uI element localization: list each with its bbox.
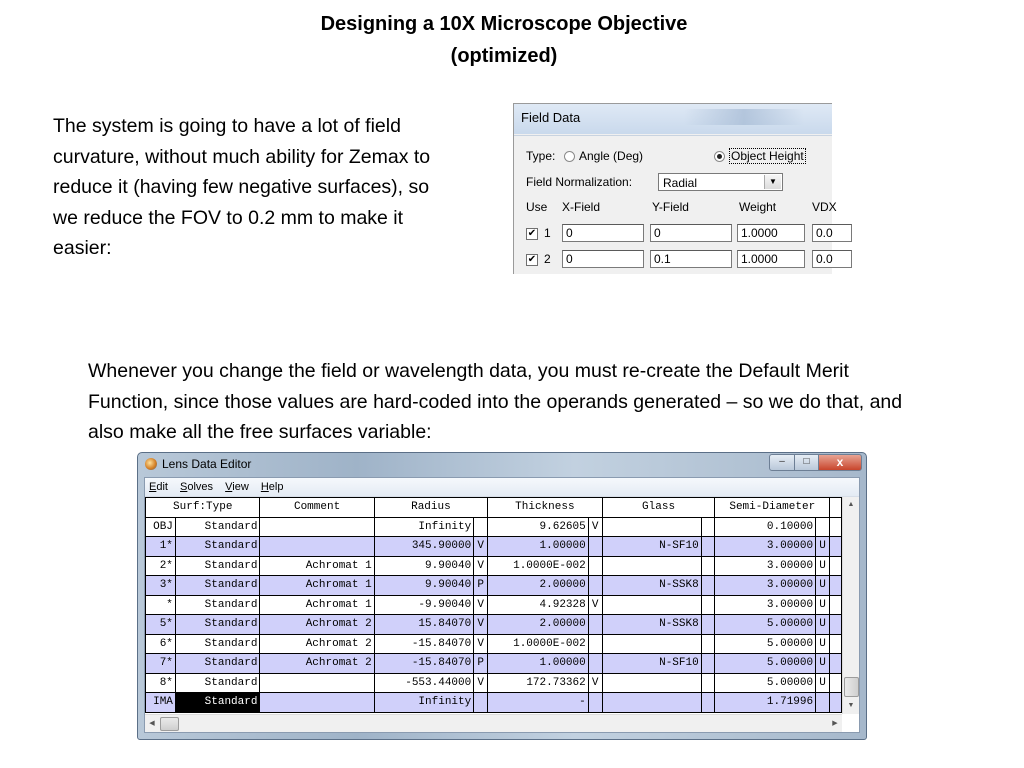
surface-type-cell[interactable]: Standard	[175, 595, 260, 615]
semi-diameter-solve-flag[interactable]: U	[816, 595, 830, 615]
surface-number[interactable]: 1*	[146, 537, 176, 557]
table-row[interactable]	[146, 537, 842, 557]
thickness-cell[interactable]: 4.92328	[488, 595, 589, 615]
glass-solve-flag[interactable]	[701, 595, 715, 615]
radius-solve-flag[interactable]: P	[474, 576, 488, 596]
semi-diameter-solve-flag[interactable]: U	[816, 654, 830, 674]
radio-object-height-icon	[714, 151, 725, 162]
field-1-y-input[interactable]: 0	[650, 224, 732, 242]
vertical-scrollbar[interactable]	[842, 497, 859, 714]
radius-solve-flag[interactable]	[474, 693, 488, 713]
row-extra-cell	[830, 537, 842, 557]
thickness-cell[interactable]: -	[488, 693, 589, 713]
scroll-right-icon[interactable]: ▶	[832, 720, 838, 727]
row-extra-cell	[830, 576, 842, 596]
semi-diameter-solve-flag[interactable]: U	[816, 615, 830, 635]
semi-diameter-solve-flag[interactable]	[816, 693, 830, 713]
semi-diameter-solve-flag[interactable]: U	[816, 634, 830, 654]
field-data-body	[514, 135, 837, 274]
field-normalization-label: Field Normalization:	[526, 175, 633, 189]
field-1-use-checkbox[interactable]: ✔	[527, 227, 537, 239]
radio-object-height[interactable]	[714, 146, 806, 166]
vertical-scroll-thumb[interactable]	[844, 677, 859, 697]
close-icon: x	[836, 455, 844, 469]
radius-cell[interactable]: 9.90040	[374, 556, 474, 576]
radio-angle-icon	[564, 151, 575, 162]
glass-solve-flag[interactable]	[701, 693, 715, 713]
radius-cell[interactable]: -15.84070	[374, 634, 474, 654]
semi-diameter-cell[interactable]: 5.00000	[715, 654, 816, 674]
radius-cell[interactable]: 15.84070	[374, 615, 474, 635]
radius-solve-flag[interactable]	[474, 517, 488, 537]
surface-type-cell[interactable]: Standard	[175, 673, 260, 693]
glass-cell[interactable]: N-SF10	[602, 654, 701, 674]
scroll-up-icon[interactable]: ▲	[847, 501, 855, 508]
menu-solves[interactable]	[180, 481, 213, 493]
semi-diameter-cell[interactable]: 5.00000	[715, 615, 816, 635]
col-x-field: X-Field	[562, 200, 601, 214]
lens-data-editor-titlebar[interactable]	[138, 453, 866, 475]
comment-cell[interactable]: Achromat 2	[260, 654, 374, 674]
col-header-surf-type[interactable]: Surf:Type	[146, 498, 260, 518]
menu-help-rest: elp	[268, 481, 284, 493]
glass-cell[interactable]	[602, 673, 701, 693]
menu-view[interactable]	[225, 481, 249, 493]
menu-help-accel: H	[260, 481, 269, 493]
glass-cell[interactable]	[602, 693, 701, 713]
col-header-semi-diameter[interactable]: Semi-Diameter	[715, 498, 830, 518]
glass-solve-flag[interactable]	[701, 537, 715, 557]
thickness-solve-flag[interactable]: V	[588, 517, 602, 537]
field-row	[526, 223, 832, 243]
semi-diameter-solve-flag[interactable]	[816, 517, 830, 537]
glass-cell[interactable]: N-SSK8	[602, 576, 701, 596]
surface-number[interactable]: 8*	[146, 673, 176, 693]
glass-cell[interactable]	[602, 634, 701, 654]
maximize-button[interactable]	[794, 454, 819, 471]
semi-diameter-cell[interactable]: 3.00000	[715, 537, 816, 557]
field-data-titlebar	[514, 104, 832, 134]
glass-cell[interactable]: N-SSK8	[602, 615, 701, 635]
radius-cell[interactable]: -553.44000	[374, 673, 474, 693]
thickness-solve-flag[interactable]	[588, 556, 602, 576]
glass-solve-flag[interactable]	[701, 673, 715, 693]
minimize-icon: –	[779, 456, 785, 467]
surface-number[interactable]: 3*	[146, 576, 176, 596]
semi-diameter-cell[interactable]: 3.00000	[715, 595, 816, 615]
slide-title-line2: (optimized)	[450, 45, 558, 67]
field-columns-header	[526, 197, 837, 217]
semi-diameter-cell[interactable]: 1.71996	[715, 693, 816, 713]
col-weight: Weight	[739, 200, 777, 214]
glass-solve-flag[interactable]	[701, 517, 715, 537]
merit-function-paragraph: Whenever you change the field or wavelength data, you must re-create the Default Merit Function, since those values are hard-coded into the operands generated – so we do that, and also make all the free surfaces variable:	[88, 360, 903, 443]
comment-cell[interactable]: Achromat 2	[260, 615, 374, 635]
col-header-extra	[830, 498, 842, 518]
glass-cell[interactable]	[602, 595, 701, 615]
menu-solves-rest: olves	[187, 481, 214, 493]
menu-bar	[145, 478, 859, 497]
thickness-solve-flag[interactable]	[588, 654, 602, 674]
field-2-vdx-input[interactable]: 0.0	[812, 250, 852, 268]
row-extra-cell	[830, 634, 842, 654]
thickness-solve-flag[interactable]	[588, 615, 602, 635]
thickness-solve-flag[interactable]	[588, 693, 602, 713]
field-2-y-input[interactable]: 0.1	[650, 250, 732, 268]
table-row[interactable]	[146, 556, 842, 576]
field-2-x-input[interactable]: 0	[562, 250, 644, 268]
glass-solve-flag[interactable]	[701, 556, 715, 576]
field-type-row	[526, 146, 832, 166]
semi-diameter-cell[interactable]: 5.00000	[715, 673, 816, 693]
lens-data-editor-title: Lens Data Editor	[162, 457, 252, 471]
intro-paragraph: The system is going to have a lot of field curvature, without much ability for Zemax to reduce it (having few negative surfaces), so we reduce the FOV to 0.2 mm to make it easier:	[53, 115, 431, 259]
semi-diameter-cell[interactable]: 5.00000	[715, 634, 816, 654]
field-type-label: Type:	[526, 149, 556, 163]
table-row[interactable]	[146, 693, 842, 713]
comment-cell[interactable]	[260, 517, 374, 537]
glass-cell[interactable]: N-SF10	[602, 537, 701, 557]
lens-data-grid	[145, 497, 842, 714]
col-y-field: Y-Field	[652, 200, 689, 214]
glass-solve-flag[interactable]	[701, 576, 715, 596]
col-header-comment[interactable]: Comment	[260, 498, 374, 518]
horizontal-scroll-thumb[interactable]	[160, 717, 179, 731]
radio-angle[interactable]	[564, 146, 643, 166]
radio-object-height-label: Object Height	[731, 149, 804, 163]
thickness-cell[interactable]: 1.00000	[488, 654, 589, 674]
col-header-radius[interactable]: Radius	[374, 498, 487, 518]
menu-edit-accel: E	[149, 481, 157, 493]
radius-solve-flag[interactable]: V	[474, 673, 488, 693]
menu-help[interactable]	[261, 481, 284, 493]
scroll-down-icon[interactable]: ▼	[847, 702, 855, 709]
surface-type-cell[interactable]: Standard	[175, 693, 260, 713]
row-extra-cell	[830, 556, 842, 576]
field-1-weight-input[interactable]: 1.0000	[737, 224, 805, 242]
radius-solve-flag[interactable]: V	[474, 634, 488, 654]
row-extra-cell	[830, 615, 842, 635]
field-normalization-value: Radial	[663, 176, 698, 190]
surface-type-cell[interactable]: Standard	[175, 576, 260, 596]
semi-diameter-solve-flag[interactable]: U	[816, 537, 830, 557]
comment-cell[interactable]: Achromat 1	[260, 595, 374, 615]
thickness-cell[interactable]: 1.00000	[488, 537, 589, 557]
table-row[interactable]	[146, 673, 842, 693]
radius-solve-flag[interactable]: V	[474, 615, 488, 635]
field-normalization-select[interactable]	[658, 173, 783, 191]
col-vdx: VDX	[812, 200, 837, 214]
comment-cell[interactable]: Achromat 1	[260, 576, 374, 596]
surface-type-cell[interactable]: Standard	[175, 556, 260, 576]
surface-number[interactable]: IMA	[146, 693, 176, 713]
menu-edit[interactable]	[149, 481, 168, 493]
glass-solve-flag[interactable]	[701, 615, 715, 635]
thickness-cell[interactable]: 2.00000	[488, 615, 589, 635]
slide-title	[0, 8, 1008, 72]
zemax-app-icon	[145, 458, 157, 470]
row-extra-cell	[830, 595, 842, 615]
radius-solve-flag[interactable]: V	[474, 537, 488, 557]
glass-solve-flag[interactable]	[701, 654, 715, 674]
field-data-title: Field Data	[521, 110, 581, 125]
lens-data-editor-client	[144, 477, 860, 733]
comment-cell[interactable]	[260, 537, 374, 557]
col-header-thickness[interactable]: Thickness	[488, 498, 603, 518]
thickness-solve-flag[interactable]	[588, 537, 602, 557]
comment-cell[interactable]: Achromat 2	[260, 634, 374, 654]
field-row	[526, 249, 832, 269]
surface-number[interactable]: 7*	[146, 654, 176, 674]
thickness-solve-flag[interactable]	[588, 634, 602, 654]
glass-cell[interactable]	[602, 556, 701, 576]
field-2-use-checkbox[interactable]: ✔	[527, 253, 537, 265]
surface-type-cell[interactable]: Standard	[175, 634, 260, 654]
comment-cell[interactable]: Achromat 1	[260, 556, 374, 576]
surface-number[interactable]: *	[146, 595, 176, 615]
surface-number[interactable]: OBJ	[146, 517, 176, 537]
horizontal-scrollbar[interactable]	[145, 714, 842, 732]
radius-cell[interactable]: 345.90000	[374, 537, 474, 557]
thickness-cell[interactable]: 1.0000E-002	[488, 634, 589, 654]
comment-cell[interactable]	[260, 673, 374, 693]
radius-cell[interactable]: Infinity	[374, 517, 474, 537]
lens-data-editor-window	[137, 452, 867, 740]
semi-diameter-solve-flag[interactable]: U	[816, 576, 830, 596]
surface-number[interactable]: 6*	[146, 634, 176, 654]
table-row[interactable]	[146, 595, 842, 615]
surface-type-cell[interactable]: Standard	[175, 537, 260, 557]
radius-solve-flag[interactable]: V	[474, 556, 488, 576]
field-data-dialog	[513, 103, 837, 274]
slide-title-line1: Designing a 10X Microscope Objective	[320, 13, 688, 35]
radius-cell[interactable]: Infinity	[374, 693, 474, 713]
row-extra-cell	[830, 693, 842, 713]
field-2-weight-input[interactable]: 1.0000	[737, 250, 805, 268]
thickness-cell[interactable]: 1.0000E-002	[488, 556, 589, 576]
semi-diameter-cell[interactable]: 3.00000	[715, 556, 816, 576]
row-extra-cell	[830, 517, 842, 537]
maximize-icon: □	[803, 456, 810, 467]
field-1-vdx-input[interactable]: 0.0	[812, 224, 852, 242]
menu-view-accel: V	[225, 481, 233, 493]
thickness-solve-flag[interactable]	[588, 576, 602, 596]
lens-data-table	[145, 497, 842, 713]
row-extra-cell	[830, 673, 842, 693]
col-header-glass[interactable]: Glass	[602, 498, 715, 518]
table-row[interactable]	[146, 634, 842, 654]
col-use: Use	[526, 200, 548, 214]
close-button[interactable]	[818, 454, 862, 471]
radius-cell[interactable]: 9.90040	[374, 576, 474, 596]
radius-cell[interactable]: -15.84070	[374, 654, 474, 674]
field-normalization-row	[526, 172, 832, 192]
surface-type-cell[interactable]: Standard	[175, 517, 260, 537]
titlebar-blur	[684, 109, 804, 125]
surface-number[interactable]: 5*	[146, 615, 176, 635]
semi-diameter-solve-flag[interactable]: U	[816, 673, 830, 693]
thickness-cell[interactable]: 2.00000	[488, 576, 589, 596]
field-1-index: 1	[544, 226, 551, 240]
surface-number[interactable]: 2*	[146, 556, 176, 576]
surface-type-cell[interactable]: Standard	[175, 615, 260, 635]
chevron-down-icon: ▼	[764, 175, 781, 189]
table-row[interactable]	[146, 576, 842, 596]
field-2-index: 2	[544, 252, 551, 266]
radio-angle-label: Angle (Deg)	[579, 149, 644, 163]
thickness-solve-flag[interactable]: V	[588, 595, 602, 615]
scroll-left-icon[interactable]: ◀	[149, 720, 155, 727]
menu-solves-accel: S	[180, 481, 188, 493]
radius-solve-flag[interactable]: V	[474, 595, 488, 615]
table-row[interactable]	[146, 517, 842, 537]
menu-edit-rest: dit	[156, 481, 168, 493]
surface-type-cell[interactable]: Standard	[175, 654, 260, 674]
thickness-cell[interactable]: 172.73362	[488, 673, 589, 693]
minimize-button[interactable]	[769, 454, 795, 471]
field-1-x-input[interactable]: 0	[562, 224, 644, 242]
semi-diameter-solve-flag[interactable]: U	[816, 556, 830, 576]
glass-cell[interactable]	[602, 517, 701, 537]
radius-cell[interactable]: -9.90040	[374, 595, 474, 615]
glass-solve-flag[interactable]	[701, 634, 715, 654]
radius-solve-flag[interactable]: P	[474, 654, 488, 674]
row-extra-cell	[830, 654, 842, 674]
semi-diameter-cell[interactable]: 0.10000	[715, 517, 816, 537]
lens-data-body	[146, 517, 842, 712]
thickness-cell[interactable]: 9.62605	[488, 517, 589, 537]
comment-cell[interactable]	[260, 693, 374, 713]
table-row[interactable]	[146, 654, 842, 674]
table-header-row	[146, 498, 842, 518]
table-row[interactable]	[146, 615, 842, 635]
semi-diameter-cell[interactable]: 3.00000	[715, 576, 816, 596]
menu-view-rest: iew	[232, 481, 249, 493]
thickness-solve-flag[interactable]: V	[588, 673, 602, 693]
